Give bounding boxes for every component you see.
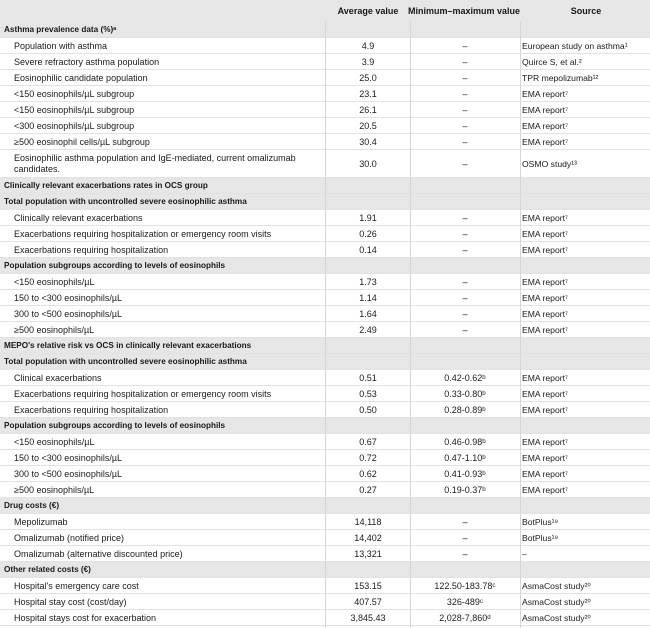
row-average: 14,118 [354,517,382,527]
row-average: 0.51 [359,373,377,383]
row-average: 1.64 [359,309,377,319]
row-source: EMA report⁷ [522,213,569,223]
row-average: 0.26 [359,229,377,239]
row-source: TPR mepolizumab¹² [522,73,599,83]
row-source: EMA report⁷ [522,245,569,255]
row-range: – [462,121,468,131]
row-average: 23.1 [359,89,377,99]
row-source: Quirce S, et al.² [522,57,582,67]
row-label: Eosinophilic asthma population and IgE-mediated, current omalizumab candidates. [14,153,296,174]
row-average: 26.1 [359,105,377,115]
row-label: Hospital stays cost for exacerbation [14,613,157,623]
row-range: – [462,73,468,83]
section-label: Clinically relevant exacerbations rates in OCS group [4,181,208,190]
row-range: – [462,549,468,559]
row-label: Exacerbations requiring hospitalization [14,245,169,255]
row-source: EMA report⁷ [522,229,569,239]
row-source: EMA report⁷ [522,485,569,495]
row-average: 0.14 [359,245,377,255]
row-average: 153.15 [354,581,382,591]
section-label: Total population with uncontrolled severe eosinophilic asthma [4,357,247,366]
section-label: Drug costs (€) [4,501,60,510]
row-source: EMA report⁷ [522,137,569,147]
row-label: Clinical exacerbations [14,373,102,383]
section-label: Other related costs (€) [4,565,91,574]
row-range: 122.50-183.78ᶜ [434,581,496,591]
section-label: Asthma prevalence data (%)ᵃ [4,25,117,34]
row-average: 1.14 [359,293,377,303]
row-source: – [522,549,527,559]
column-divider [410,22,411,628]
column-divider [520,22,521,628]
row-source: EMA report⁷ [522,105,569,115]
row-average: 3.9 [361,57,375,67]
section-label: Population subgroups according to levels of eosinophils [4,421,226,430]
row-label: Eosinophilic candidate population [14,73,148,83]
row-label: Population with asthma [14,41,108,51]
row-average: 20.5 [359,121,377,131]
row-source: EMA report⁷ [522,277,569,287]
section-label: Total population with uncontrolled severe eosinophilic asthma [4,197,247,206]
row-range: 0.19-0.37ᵇ [444,485,486,495]
row-source: EMA report⁷ [522,309,569,319]
row-average: 0.67 [359,437,377,447]
row-average: 407.57 [354,597,382,607]
row-label: ≥500 eosinophil cells/µL subgroup [14,137,150,147]
row-range: – [462,57,468,67]
row-range: – [462,325,468,335]
row-average: 4.9 [361,41,375,51]
header-source: Source [570,6,602,16]
row-source: EMA report⁷ [522,405,569,415]
row-label: Severe refractory asthma population [14,57,160,67]
row-range: 0.28-0.89ᵇ [444,405,486,415]
row-source: EMA report⁷ [522,121,569,131]
row-source: EMA report⁷ [522,89,569,99]
row-source: BotPlus¹⁹ [522,517,559,527]
row-source: EMA report⁷ [522,469,569,479]
row-label: Exacerbations requiring hospitalization or emergency room visits [14,229,272,239]
row-label: <300 eosinophils/µL subgroup [14,121,135,131]
row-average: 1.91 [359,213,377,223]
row-range: – [462,309,468,319]
row-label: ≥500 eosinophils/µL [14,325,95,335]
row-range: – [462,137,468,147]
row-label: <150 eosinophils/µL subgroup [14,89,135,99]
row-label: Clinically relevant exacerbations [14,213,143,223]
row-label: Omalizumab (alternative discounted price) [14,549,183,559]
row-label: Mepolizumab [14,517,68,527]
row-average: 14,402 [354,533,382,543]
row-source: AsmaCost study²⁰ [522,613,591,623]
row-label: Hospital's emergency care cost [14,581,139,591]
row-average: 13,321 [354,549,382,559]
row-label: Omalizumab (notified price) [14,533,125,543]
table-header [0,0,650,22]
row-range: 0.33-0.80ᵇ [444,389,486,399]
section-label: Population subgroups according to levels of eosinophils [4,261,226,270]
row-source: AsmaCost study²⁰ [522,581,591,591]
row-range: – [462,245,468,255]
row-average: 3,845.43 [350,613,386,623]
row-range: – [462,213,468,223]
row-source: AsmaCost study²⁰ [522,597,591,607]
row-label: <150 eosinophils/µL [14,277,95,287]
row-label: 300 to <500 eosinophils/µL [14,469,123,479]
row-source: EMA report⁷ [522,325,569,335]
header-minmax: Minimum–maximum value [407,6,521,16]
row-range: 0.47-1.10ᵇ [444,453,486,463]
row-source: EMA report⁷ [522,293,569,303]
row-range: 0.41-0.93ᵇ [444,469,486,479]
row-range: 2,028-7,860ᵈ [439,613,491,623]
row-average: 1.73 [359,277,377,287]
row-range: – [462,533,468,543]
row-label: 300 to <500 eosinophils/µL [14,309,123,319]
row-label: 150 to <300 eosinophils/µL [14,293,123,303]
row-label: <150 eosinophils/µL subgroup [14,105,135,115]
row-label: Exacerbations requiring hospitalization or emergency room visits [14,389,272,399]
row-source: EMA report⁷ [522,373,569,383]
row-range: – [462,159,468,169]
row-range: – [462,41,468,51]
row-source: OSMO study¹³ [522,159,577,169]
row-label: Exacerbations requiring hospitalization [14,405,169,415]
section-label: MEPO's relative risk vs OCS in clinically relevant exacerbations [4,341,252,350]
row-source: EMA report⁷ [522,389,569,399]
row-label: ≥500 eosinophils/µL [14,485,95,495]
row-range: – [462,229,468,239]
row-average: 0.62 [359,469,377,479]
row-source: EMA report⁷ [522,453,569,463]
column-divider [325,22,326,628]
row-average: 30.0 [359,159,377,169]
row-label: Hospital stay cost (cost/day) [14,597,127,607]
row-range: – [462,89,468,99]
row-average: 0.50 [359,405,377,415]
row-average: 0.53 [359,389,377,399]
row-source: European study on asthma¹ [522,41,628,51]
row-average: 0.72 [359,453,377,463]
row-source: EMA report⁷ [522,437,569,447]
row-average: 25.0 [359,73,377,83]
row-range: 0.42-0.62ᵇ [444,373,486,383]
header-average: Average value [337,6,399,16]
row-range: – [462,105,468,115]
row-range: – [462,517,468,527]
row-range: – [462,293,468,303]
row-range: 326-489ᶜ [446,597,484,607]
row-label: <150 eosinophils/µL [14,437,95,447]
row-range: 0.46-0.98ᵇ [444,437,486,447]
row-average: 30.4 [359,137,377,147]
row-range: – [462,277,468,287]
row-average: 0.27 [359,485,377,495]
row-source: BotPlus¹⁹ [522,533,559,543]
row-label: 150 to <300 eosinophils/µL [14,453,123,463]
row-average: 2.49 [359,325,377,335]
